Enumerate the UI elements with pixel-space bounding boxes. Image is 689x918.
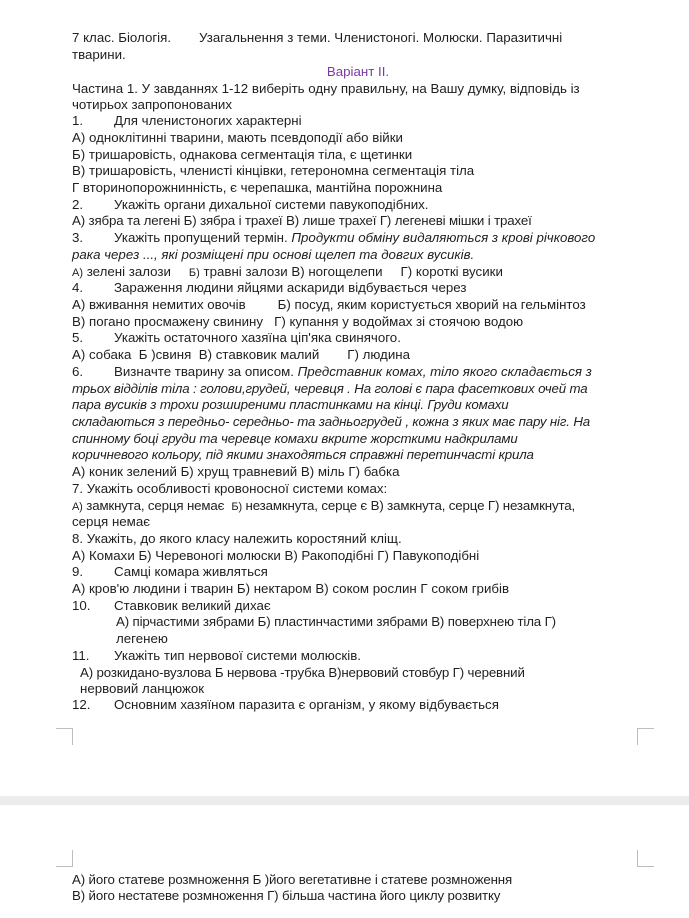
page-break-divider xyxy=(0,796,689,805)
question-5-option-a: А) собака xyxy=(72,347,132,362)
question-4-options-cd xyxy=(72,314,644,331)
question-4-option-d: Г) купання у водоймах зі стоячою водою xyxy=(274,314,524,329)
question-9 xyxy=(72,564,644,581)
question-3 xyxy=(72,230,644,247)
question-12-options-cd: В) його нестатеве розмноження Г) більша частина його циклу розвитку xyxy=(72,888,501,903)
question-7-option-a-prefix: А) xyxy=(72,501,83,513)
question-5-option-d: Г) людина xyxy=(347,347,410,362)
question-3-text: Укажіть пропущений термін. xyxy=(114,230,288,245)
question-4-option-c: В) погано просмажену свинину xyxy=(72,314,264,329)
question-4-option-a: А) вживання немитих овочів xyxy=(72,297,246,312)
question-1-option-d: Г вторинопорожнинність, є черепашка, мантійна порожнина xyxy=(72,180,443,195)
question-4-options-ab xyxy=(72,297,644,314)
question-3-italic-1: Продукти обміну видаляються з крові річкового xyxy=(291,230,596,245)
question-6-italic-1: Представник комах, тіло якого складається з xyxy=(297,364,592,379)
question-3-option-b-prefix: Б) xyxy=(188,267,200,279)
variant-title: Варіант ІІ. xyxy=(326,64,390,79)
question-5-option-c: В) ставковик малий xyxy=(198,347,320,362)
page-corner-mark xyxy=(56,728,73,745)
question-2-text: Укажіть органи дихальної системи павукоподібних. xyxy=(114,197,429,212)
question-1 xyxy=(72,113,644,130)
question-8-options: А) Комахи Б) Черевоногі молюски В) Ракоподібні Г) Павукоподібні xyxy=(72,548,480,563)
header-topic: Узагальнення з теми. Членистоногі. Молюски. Паразитичні xyxy=(199,30,563,45)
question-12-options-ab: А) його статеве розмноження Б )його вегетативне і статеве розмноження xyxy=(72,872,513,887)
question-5-option-b: Б )свиня xyxy=(138,347,192,362)
question-5-number: 5. xyxy=(72,330,84,345)
header-class-subject: 7 клас. Біологія. xyxy=(72,30,172,45)
intro-line-1: Частина 1. У завданнях 1-12 виберіть одну правильну, на Вашу думку, відповідь із xyxy=(72,81,580,96)
question-10-options: А) пірчастими зябрами Б) пластинчастими зябрами В) поверхнею тіла Г) xyxy=(116,614,556,629)
question-11 xyxy=(72,648,644,665)
question-6-italic-2: трьох відділів тіла : голови,грудей, черевця . На голові є пара фасеткових очей та xyxy=(72,381,588,396)
question-5 xyxy=(72,330,644,347)
question-1-number: 1. xyxy=(72,113,84,128)
question-3-option-a-prefix: А) xyxy=(72,267,83,279)
question-1-option-c: В) тришаровість, членисті кінцівки, гетерономна сегментація тіла xyxy=(72,163,475,178)
question-7-options-cont: серця немає xyxy=(72,514,151,529)
question-3-option-c: В) ногощелепи xyxy=(291,264,383,279)
question-3-italic-2: рака через ..., які розміщені при основі щелеп та довгих вусиків. xyxy=(72,247,475,262)
intro-line-2: чотирьох запропонованих xyxy=(72,97,233,112)
question-3-option-d: Г) короткі вусики xyxy=(400,264,503,279)
question-1-option-a: А) одноклітинні тварини, мають псевдоподії або війки xyxy=(72,130,403,145)
question-12 xyxy=(72,697,644,714)
question-6-text: Визначте тварину за описом. xyxy=(114,364,294,379)
question-7: 7. Укажіть особливості кровоносної системи комах: xyxy=(72,481,388,496)
question-6-italic-6: коричневого кольору, під якими знаходяться справжні перетинчасті крила xyxy=(72,447,534,462)
page-corner-mark xyxy=(637,850,654,867)
question-9-options: А) кров'ю людини і тварин Б) нектаром В) соком рослин Г соком грибів xyxy=(72,581,510,596)
question-6-italic-5: спинному боці груди та черевце комахи вкрите жорсткими надкрилами xyxy=(72,431,518,446)
header-line-2: тварини. xyxy=(72,47,126,62)
question-4-option-b: Б) посуд, яким користується хворий на гельмінтоз xyxy=(277,297,586,312)
question-10-text: Ставковик великий дихає xyxy=(114,598,271,613)
header-line-1 xyxy=(72,30,644,47)
question-10-number: 10. xyxy=(72,598,91,613)
question-4 xyxy=(72,280,644,297)
question-4-text: Зараження людини яйцями аскариди відбувається через xyxy=(114,280,467,295)
question-9-number: 9. xyxy=(72,564,84,579)
question-1-text: Для членистоногих характерні xyxy=(114,113,302,128)
page-corner-mark xyxy=(56,850,73,867)
question-2 xyxy=(72,197,644,214)
question-6-italic-3: пара вусиків з трохи розширеними пластинками на кінці. Груди комахи xyxy=(72,397,509,412)
question-11-options-cont: нервовий ланцюжок xyxy=(80,681,205,696)
question-7-option-b: незамкнута, серце є В) замкнута, серце Г) незамкнута, xyxy=(245,498,576,513)
question-1-option-b: Б) тришаровість, однакова сегментація тіла, є щетинки xyxy=(72,147,413,162)
question-11-number: 11. xyxy=(72,648,90,663)
question-10-options-cont: легенею xyxy=(116,631,168,646)
question-5-options xyxy=(72,347,644,364)
question-8: 8. Укажіть, до якого класу належить коростяний кліщ. xyxy=(72,531,402,546)
question-6-number: 6. xyxy=(72,364,84,379)
question-3-option-b: травні залози xyxy=(203,264,288,279)
question-6-options: А) коник зелений Б) хрущ травневий В) міль Г) бабка xyxy=(72,464,400,479)
question-7-option-a: замкнута, серця немає xyxy=(86,498,225,513)
question-11-options: А) розкидано-вузлова Б нервова -трубка В)нервовий стовбур Г) черевний xyxy=(80,665,525,680)
question-6 xyxy=(72,364,644,381)
question-3-number: 3. xyxy=(72,230,84,245)
question-10 xyxy=(72,598,644,615)
question-7-options xyxy=(72,498,644,516)
page-corner-mark xyxy=(637,728,654,745)
question-2-options: А) зябра та легені Б) зябра і трахеї В) лише трахеї Г) легеневі мішки і трахеї xyxy=(72,213,532,228)
question-9-text: Самці комара живляться xyxy=(114,564,268,579)
question-2-number: 2. xyxy=(72,197,84,212)
question-5-text: Укажіть остаточного хазяїна ціп'яка свинячого. xyxy=(114,330,401,345)
question-12-number: 12. xyxy=(72,697,91,712)
question-3-option-a: зелені залози xyxy=(86,264,171,279)
question-3-options xyxy=(72,264,644,282)
question-4-number: 4. xyxy=(72,280,84,295)
question-6-italic-4: складаються з передньо- середньо- та задньогрудей , кожна з яких має пару ніг. На xyxy=(72,414,591,429)
question-11-text: Укажіть тип нервової системи молюсків. xyxy=(114,648,361,663)
question-7-option-b-prefix: Б) xyxy=(231,501,242,513)
question-12-text: Основним хазяїном паразита є організм, у якому відбувається xyxy=(114,697,499,712)
